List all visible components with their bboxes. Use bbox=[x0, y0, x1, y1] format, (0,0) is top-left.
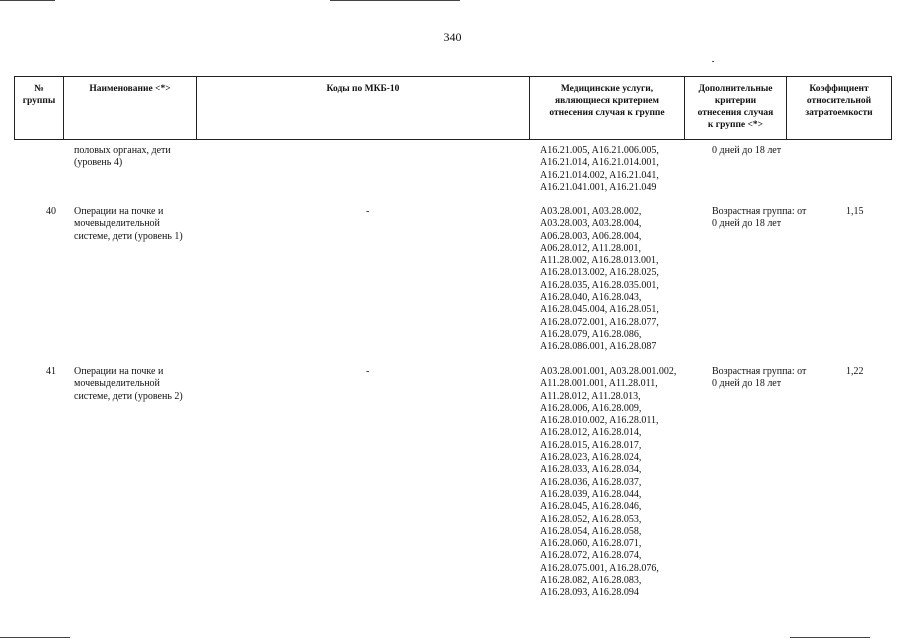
col-header-extra: Дополнительные критерии отнесения случая к группе <*> bbox=[697, 84, 774, 130]
col-header-icd: Коды по МКБ-10 bbox=[326, 84, 400, 94]
row-1-name: Операции на почке и мочевыделительной системе, дети (уровень 1) bbox=[74, 206, 183, 242]
row-1-coef: 1,15 bbox=[846, 206, 864, 217]
scan-edge-bottom-right bbox=[790, 637, 870, 638]
row-2-services: A03.28.001.001, A03.28.001.002, A11.28.001.001, A11.28.011, A11.28.012, A11.28.013, A16.28.006, A16.28.009, A16.28.010.002, A16.28.011, A16.28.012, A16.28.014, A16.28.015, A16.28.017, A16.28.023, A16.28.024, A16.28.033, A16.28.034, A16.28.036, A16.28.037, A16.28.039, A16.28.044, A16.28.045, A16.28.046, A16.28.052, A16.28.053, A16.28.054, A16.28.058, A16.28.060, A16.28.071, A16.28.072, A16.28.074, A16.28.075.001, A16.28.076, A16.28.082, A16.28.083, A16.28.093, A16.28.094 bbox=[540, 366, 677, 599]
scan-edge-bottom-left bbox=[0, 637, 70, 638]
col-header-services: Медицинские услуги, являющиеся критерием отнесения случая к группе bbox=[549, 84, 665, 118]
scan-edge-top-left bbox=[0, 0, 55, 1]
row-0-extra: 0 дней до 18 лет bbox=[712, 145, 782, 156]
col-header-name: Наименование <*> bbox=[89, 84, 171, 94]
scan-edge-top-mid bbox=[330, 0, 460, 1]
row-1-group-no: 40 bbox=[46, 206, 56, 217]
row-0-services: A16.21.005, A16.21.006.005, A16.21.014, A16.21.014.001, A16.21.014.002, A16.21.041, A16.21.041.001, A16.21.049 bbox=[540, 145, 659, 193]
row-1-icd: - bbox=[366, 206, 370, 217]
col-header-coef: Коэффициент относительной затратоемкости bbox=[805, 84, 873, 118]
header-border-right bbox=[891, 76, 892, 140]
scan-speck bbox=[712, 61, 714, 62]
row-2-icd: - bbox=[366, 366, 370, 377]
row-2-group-no: 41 bbox=[46, 366, 56, 377]
row-1-extra: Возрастная группа: от 0 дней до 18 лет bbox=[712, 206, 807, 230]
row-1-services: A03.28.001, A03.28.002, A03.28.003, A03.28.004, A06.28.003, A06.28.004, A06.28.012, A11.28.001, A11.28.002, A16.28.013.001, A16.28.013.002, A16.28.025, A16.28.035, A16.28.035.001, A16.28.040, A16.28.043, A16.28.045.004, A16.28.051, A16.28.072.001, A16.28.077, A16.28.079, A16.28.086, A16.28.086.001, A16.28.087 bbox=[540, 206, 659, 353]
col-header-group-no: № группы bbox=[22, 84, 56, 106]
header-bottom-rule bbox=[14, 139, 892, 140]
header-top-rule bbox=[14, 76, 892, 77]
page-number: 340 bbox=[443, 30, 462, 44]
row-2-extra: Возрастная группа: от 0 дней до 18 лет bbox=[712, 366, 807, 390]
row-0-name: половых органах, дети (уровень 4) bbox=[74, 145, 171, 169]
row-2-name: Операции на почке и мочевыделительной системе, дети (уровень 2) bbox=[74, 366, 183, 402]
row-2-coef: 1,22 bbox=[846, 366, 864, 377]
